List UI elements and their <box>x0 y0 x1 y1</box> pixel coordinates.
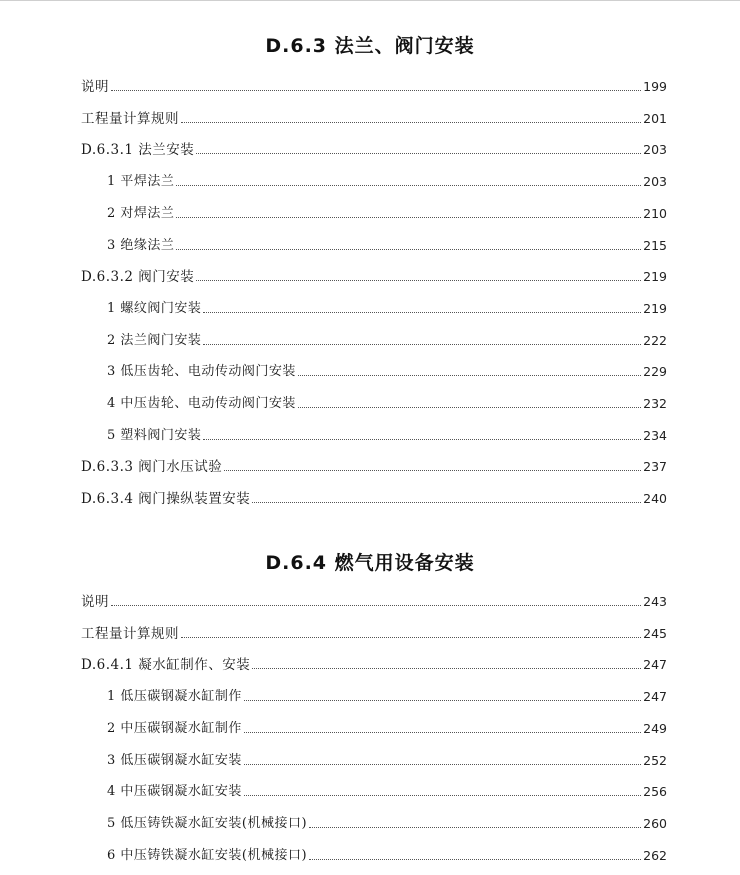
dot-leader <box>203 344 641 345</box>
toc-entry[interactable] <box>107 203 667 223</box>
toc-entry-label: 1 螺纹阀门安装 <box>107 300 202 316</box>
toc-entry-label: 2 中压碳钢凝水缸制作 <box>107 720 242 736</box>
dot-leader <box>111 90 641 91</box>
dot-leader <box>196 280 641 281</box>
toc-entry-label: 说明 <box>81 79 109 95</box>
toc-entry-page-number: 247 <box>643 657 667 673</box>
toc-entry[interactable] <box>81 488 667 508</box>
dot-leader <box>176 249 641 250</box>
toc-entry-page-number: 219 <box>643 269 667 285</box>
toc-entry-page-number: 203 <box>643 142 667 158</box>
toc-entry[interactable] <box>81 623 667 643</box>
toc-entry[interactable] <box>81 139 667 159</box>
toc-entry-page-number: 249 <box>643 720 667 736</box>
dot-leader <box>298 375 641 376</box>
toc-entry[interactable] <box>107 813 667 833</box>
toc-entry[interactable] <box>107 718 667 738</box>
toc-entry-label: 说明 <box>81 594 109 610</box>
dot-leader <box>309 859 641 860</box>
toc-entry[interactable] <box>81 76 667 96</box>
toc-entry-label: D.6.4.1 凝水缸制作、安装 <box>81 657 251 674</box>
dot-leader <box>224 470 641 471</box>
toc-entry-label: D.6.3.4 阀门操纵装置安装 <box>81 491 251 508</box>
toc-entry-page-number: 262 <box>643 847 667 863</box>
toc-entry[interactable] <box>81 266 667 286</box>
dot-leader <box>181 637 641 638</box>
dot-leader <box>203 312 641 313</box>
toc-entry-label: 1 平焊法兰 <box>107 174 175 190</box>
toc-entry-page-number: 260 <box>643 815 667 831</box>
toc-entry-label: D.6.3.3 阀门水压试验 <box>81 459 223 476</box>
toc-entry[interactable] <box>107 298 667 318</box>
toc-entry-label: 3 低压齿轮、电动传动阀门安装 <box>107 364 296 380</box>
toc-entry-page-number: 229 <box>643 364 667 380</box>
dot-leader <box>244 764 641 765</box>
toc-entry[interactable] <box>81 456 667 476</box>
toc-entry-page-number: 219 <box>643 300 667 316</box>
section-heading-d-6-3: D.6.3 法兰、阀门安装 <box>265 34 475 57</box>
toc-entry-page-number: 222 <box>643 332 667 348</box>
toc-entry-label: 工程量计算规则 <box>81 625 179 642</box>
toc-entry-page-number: 256 <box>643 784 667 800</box>
dot-leader <box>244 732 641 733</box>
dot-leader <box>244 700 641 701</box>
toc-entry-label: 3 低压碳钢凝水缸安装 <box>107 752 242 768</box>
toc-entry-page-number: 232 <box>643 396 667 411</box>
dot-leader <box>176 185 641 186</box>
toc-entry-label: 6 中压铸铁凝水缸安装(机械接口) <box>107 847 308 863</box>
toc-entry-label: 2 法兰阀门安装 <box>107 332 202 348</box>
dot-leader <box>298 407 641 408</box>
toc-entry[interactable] <box>107 686 667 706</box>
toc-entry[interactable] <box>107 330 667 350</box>
toc-entry[interactable] <box>107 361 667 381</box>
toc-entry-label: 4 中压齿轮、电动传动阀门安装 <box>107 396 296 411</box>
toc-entry-page-number: 245 <box>643 625 667 641</box>
toc-entry-label: 4 中压碳钢凝水缸安装 <box>107 784 242 800</box>
toc-entry[interactable] <box>107 393 667 413</box>
dot-leader <box>176 217 641 218</box>
toc-entry-label: 2 对焊法兰 <box>107 205 175 221</box>
toc-entry[interactable] <box>81 108 667 128</box>
toc-entry-page-number: 215 <box>643 237 667 253</box>
dot-leader <box>203 439 641 440</box>
toc-entry-page-number: 201 <box>643 110 667 126</box>
toc-entry[interactable] <box>107 750 667 770</box>
toc-entry-page-number: 199 <box>643 79 667 94</box>
dot-leader <box>252 668 641 669</box>
dot-leader <box>196 153 641 154</box>
toc-entry-page-number: 203 <box>643 174 667 190</box>
toc-entry-page-number: 237 <box>643 459 667 475</box>
toc-entry-label: D.6.3.1 法兰安装 <box>81 142 195 159</box>
toc-entry-page-number: 210 <box>643 205 667 221</box>
toc-entry-page-number: 252 <box>643 752 667 768</box>
toc-entry-page-number: 240 <box>643 491 667 507</box>
toc-entry-label: 1 低压碳钢凝水缸制作 <box>107 689 242 705</box>
toc-entry-page-number: 247 <box>643 689 667 705</box>
toc-entry[interactable] <box>81 654 667 674</box>
dot-leader <box>244 795 641 796</box>
toc-entry-label: 3 绝缘法兰 <box>107 237 175 253</box>
toc-entry[interactable] <box>107 235 667 255</box>
dot-leader <box>111 605 641 606</box>
toc-entry-label: 5 低压铸铁凝水缸安装(机械接口) <box>107 815 308 831</box>
toc-entry-label: 5 塑料阀门安装 <box>107 427 202 443</box>
toc-entry-page-number: 243 <box>643 594 667 609</box>
toc-entry-page-number: 234 <box>643 427 667 443</box>
section-heading-d-6-4: D.6.4 燃气用设备安装 <box>265 551 475 574</box>
dot-leader <box>181 122 641 123</box>
toc-entry[interactable] <box>107 845 667 865</box>
toc-entry-label: D.6.3.2 阀门安装 <box>81 269 195 286</box>
dot-leader <box>252 502 641 503</box>
dot-leader <box>309 827 641 828</box>
toc-entry-label: 工程量计算规则 <box>81 110 179 127</box>
toc-entry[interactable] <box>107 425 667 445</box>
toc-entry[interactable] <box>81 591 667 611</box>
toc-entry[interactable] <box>107 781 667 801</box>
toc-entry[interactable] <box>107 171 667 191</box>
